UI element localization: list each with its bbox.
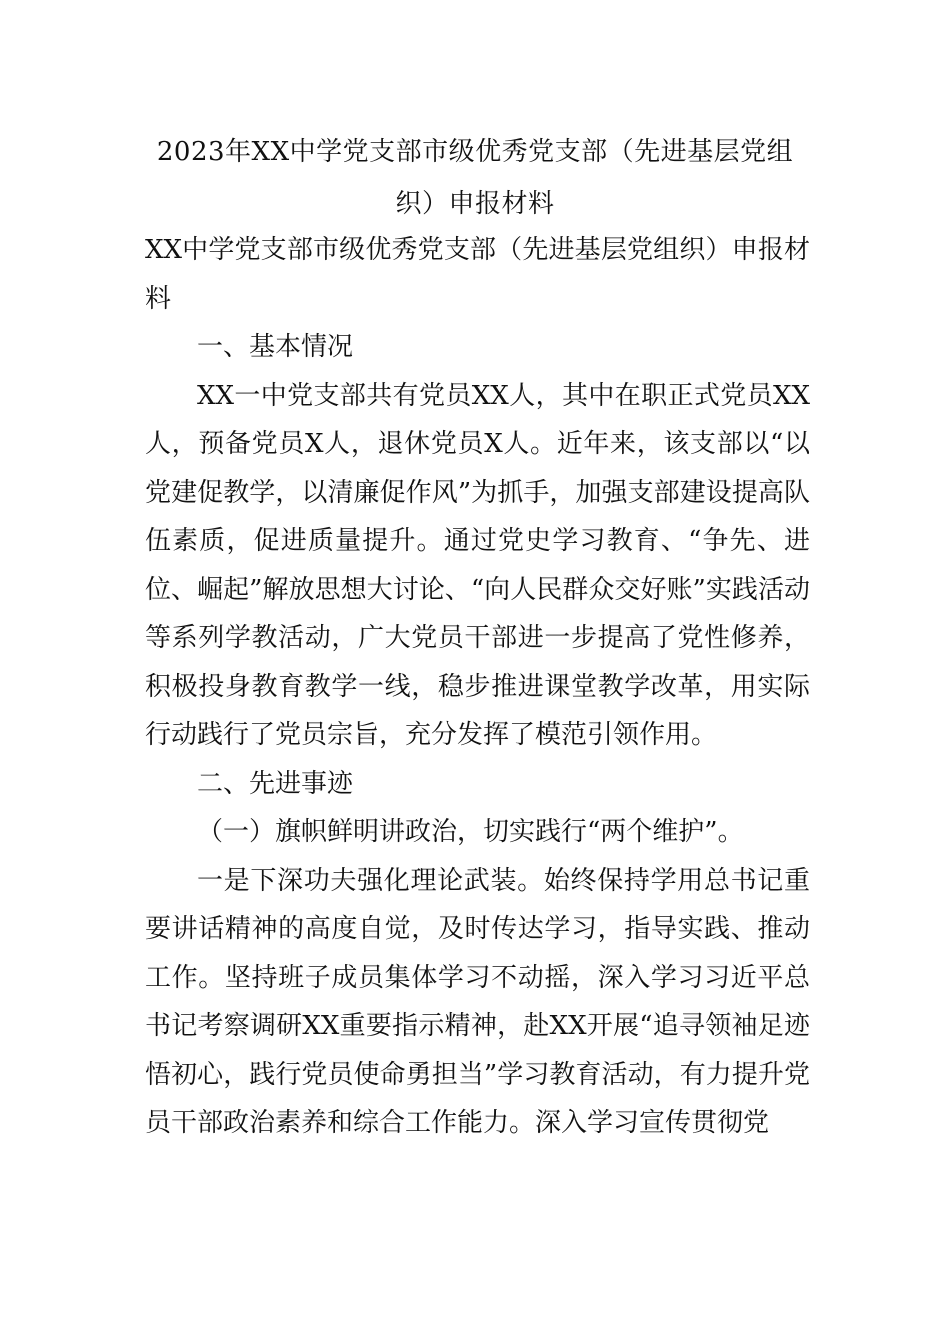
document-subtitle: XX中学党支部市级优秀党支部（先进基层党组织）申报材料 bbox=[145, 235, 810, 314]
document-body bbox=[145, 226, 810, 1148]
subsection-heading-politics: （一）旗帜鲜明讲政治，切实践行“两个维护”。 bbox=[197, 817, 744, 847]
paragraph-theory-study: 一是下深功夫强化理论武装。始终保持学用总书记重要讲话精神的高度自觉，及时传达学习，指导实践、推动工作。坚持班子成员集体学习不动摇，深入学习习近平总书记考察调研XX重要指示精神，赴XX开展“追寻领袖足迹悟初心，践行党员使命勇担当”学习教育活动，有力提升党员干部政治素养和综合工作能力。深入学习宣传贯彻党 bbox=[145, 865, 810, 1138]
paragraph-basic-info: XX一中党支部共有党员XX人，其中在职正式党员XX人，预备党员X人，退休党员X人。近年来，该支部以“以党建促教学，以清廉促作风”为抓手，加强支部建设提高队伍素质，促进质量提升。通过党史学习教育、“争先、进位、崛起”解放思想大讨论、“向人民群众交好账”实践活动等系列学教活动，广大党员干部进一步提高了党性修养，积极投身教育教学一线，稳步推进课堂教学改革，用实际行动践行了党员宗旨，充分发挥了模范引领作用。 bbox=[145, 380, 810, 750]
document-title: 2023年XX中学党支部市级优秀党支部（先进基层党组织）申报材料 bbox=[156, 137, 794, 219]
section-heading-basic-info: 一、基本情况 bbox=[197, 332, 354, 362]
section-heading-achievements: 二、先进事迹 bbox=[197, 768, 354, 799]
